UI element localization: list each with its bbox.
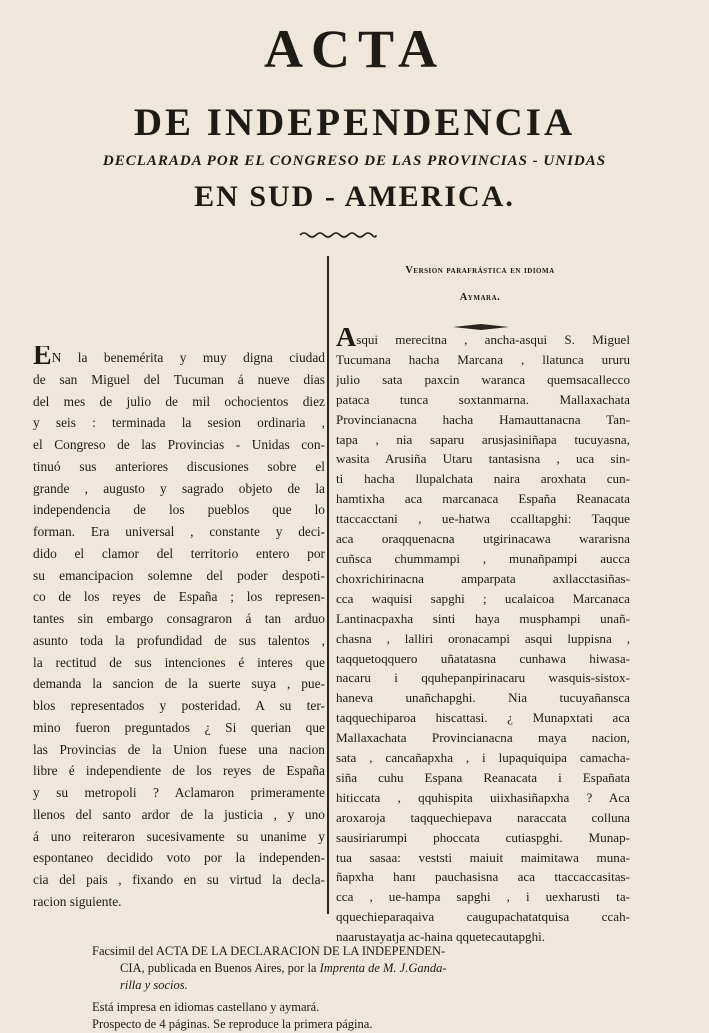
spanish-text-line: tinuó sus anteriores discusiones sobre el (33, 458, 325, 474)
spanish-text-line: la rectitud de sus intenciones é interes que (33, 654, 325, 670)
column-divider (327, 256, 329, 914)
aymara-text-line: tapa , nia saparu arusjasiniñapa tucuyasna, (336, 431, 630, 447)
aymara-text-line: tua sasaa: veststi maiuit maimitawa muna- (336, 849, 630, 865)
aymara-text-line: ñapxha hanı pauchasisna aca ttaccaccasitas- (336, 869, 630, 885)
spanish-text-line: forman. Era universal , constante y deci- (33, 524, 325, 539)
spanish-text-line: demanda la sancion de la suerte suya , pue- (33, 676, 325, 692)
aymara-text-line: naarustayatja ac-haina qquetecautapghi. (336, 929, 546, 945)
caption-line-3 (92, 977, 612, 994)
aymara-text-line: qquechieparaqaiva caugupachatatquisa ccah- (336, 909, 630, 925)
aymara-heading: Version parafrástica en idioma (405, 265, 555, 276)
aymara-text-line: aroxaroja taqquechiepava naraccata colluna (336, 809, 630, 825)
spanish-text-line: llenos del santo ardor de la justicia , y uno (33, 806, 325, 822)
aymara-text-line: nacaru i qquhepanpirinacaru wasquis-sistox- (336, 670, 630, 686)
aymara-text-line: ti hacha llupalchata naira aroxhata cun- (336, 471, 630, 487)
aymara-text-line: haneva unañchapghi. Nia tucuyañansca (336, 690, 630, 706)
aymara-text-line: julio sata paxcin waranca quemsacallecco (336, 371, 630, 387)
spanish-text-line: espontaneo decidido voto por la independen- (33, 850, 325, 866)
caption-line-2-italic: Imprenta de M. J.Ganda- (319, 961, 447, 975)
aymara-text-line: Mallaxachata Provincianacna maya nacion, (336, 730, 630, 746)
aymara-text-line: hamtixha aca marcanaca España Reanacata (336, 491, 630, 507)
title-sud-america: EN SUD - AMERICA. (194, 180, 515, 213)
spanish-text-line: su emancipacion solemne del poder despoti- (33, 567, 325, 583)
spanish-text-line: racion siguiente. (33, 893, 122, 909)
aymara-text-line: sausiriarumpi phoccata cutiaspghi. Munap- (336, 829, 630, 845)
aymara-text-line: Lantinacpaxha sinti haya musphampi unañ- (336, 610, 630, 626)
aymara-text-dropcap: A (336, 328, 357, 350)
ornament-rule-icon (298, 230, 378, 240)
aymara-text-line: aca oraqquenacna utgirinacawa wararisna (336, 531, 630, 547)
caption-line-2 (92, 960, 612, 977)
spanish-text-line: y su metropoli ? Aclamaron primeramente (33, 785, 325, 800)
title-acta: ACTA (263, 19, 445, 79)
aymara-text-line: ttaccacctani , ue-hatwa ccalltapghi: Taqque (336, 511, 630, 527)
facsimile-caption (92, 943, 612, 1033)
spanish-text-column (33, 346, 325, 913)
aymara-text-line: Tucumana hacha Marcana , llatunca ururu (336, 351, 630, 367)
aymara-text-line: wasita Arusiña Utaru tantasisna , uca sin- (336, 451, 630, 467)
aymara-text-line: cca waquisi sapghi ; ucalaicoa Marcanaca (336, 590, 630, 606)
aymara-text-line: siña cuhu Espana Reanacata i Españata (336, 769, 630, 785)
spanish-text-line: las Provincias de la Union fuese una nacion (33, 741, 325, 757)
spanish-text-line: asunto toda la profundidad de sus talentos , (33, 632, 325, 648)
spanish-text-line: y seis : terminada la sesion ordinaria , (33, 415, 325, 431)
spanish-text-line: blos representados y posteridad. A su ter- (33, 698, 325, 713)
aymara-text-line: Provincianacna hacha Hamauttanacna Tan- (336, 411, 630, 427)
spanish-text-dropcap: E (33, 346, 52, 369)
spanish-text-line: independencia de los pueblos que lo (33, 502, 325, 518)
title-de-independencia: DE INDEPENDENCIA (133, 101, 576, 144)
caption-line-1: Facsimil del ACTA DE LA DECLARACION DE LA INDEPENDEN- (92, 944, 446, 958)
spanish-text-line: á uno reiteraron sucesivamente su unanime y (33, 828, 325, 844)
caption-line-3-italic: rilla y socios. (120, 978, 188, 992)
spanish-text-line: co de los reyes de España ; los represen- (33, 589, 325, 605)
aymara-text-line-text: squi merecitna , ancha-asqui S. Miguel (356, 332, 630, 347)
spanish-text-line: libre é independiente de los reyes de España (33, 763, 325, 779)
aymara-subheading: Aymara. (459, 292, 501, 303)
spanish-text-line: mino fueron preguntados ¿ Si querian que (33, 719, 325, 735)
spanish-text-line: el Congreso de las Provincias - Unidas con- (33, 437, 325, 452)
aymara-text-line (336, 328, 630, 350)
caption-line-2-plain: CIA, publicada en Buenos Aires, por la (120, 961, 320, 975)
spanish-text-line (33, 346, 325, 369)
aymara-text-line: pataca tunca soxtanmarna. Mallaxachata (336, 391, 630, 407)
aymara-text-line: taqquetoqquero uñatatasna cunhawa hiwasa- (336, 650, 630, 666)
aymara-text-line: cca , ue-hampa sapghi , i uexharusti ta- (336, 889, 630, 905)
aymara-text-line: hiticcata , qquhispita uiixhasiñapxha ? Aca (336, 789, 630, 805)
subtitle-declarada: DECLARADA POR EL CONGRESO DE LAS PROVINCIAS - UNIDAS (102, 153, 607, 169)
spanish-text-line: tantes sin embargo consagraron á tan arduo (33, 611, 325, 626)
aymara-text-line: taqquechiparoa hiscattasi. ¿ Munapxtati aca (336, 710, 630, 726)
spanish-text-line: cia del pais , fixando en su virtud la decla- (33, 872, 325, 887)
aymara-text-line: cuñsca chummampi , munañpampi aucca (336, 550, 630, 566)
spanish-text-line-text: N la benemérita y muy digna ciudad (51, 350, 325, 365)
spanish-text-line: dido el clamor del territorio entero por (33, 545, 325, 561)
aymara-text-line: chasna , lalliri oronacampi asqui luppisna , (336, 630, 630, 646)
aymara-text-column (336, 328, 630, 947)
aymara-text-line: choxrichirinacna amparpata axllacctasiñas- (336, 570, 630, 586)
aymara-text-line: sata , cancañapxha , i lupaquiquipa camacha- (336, 750, 630, 766)
spanish-text-line: del mes de julio de mil ochocientos diez (33, 393, 325, 409)
spanish-text-line: grande , augusto y sagrado objeto de la (33, 480, 325, 496)
caption-line-5: Prospecto de 4 páginas. Se reproduce la primera página. (92, 1017, 373, 1031)
caption-line-4: Está impresa en idiomas castellano y aymará. (92, 1000, 320, 1014)
spanish-text-line: de san Miguel del Tucuman á nueve dias (33, 371, 325, 387)
